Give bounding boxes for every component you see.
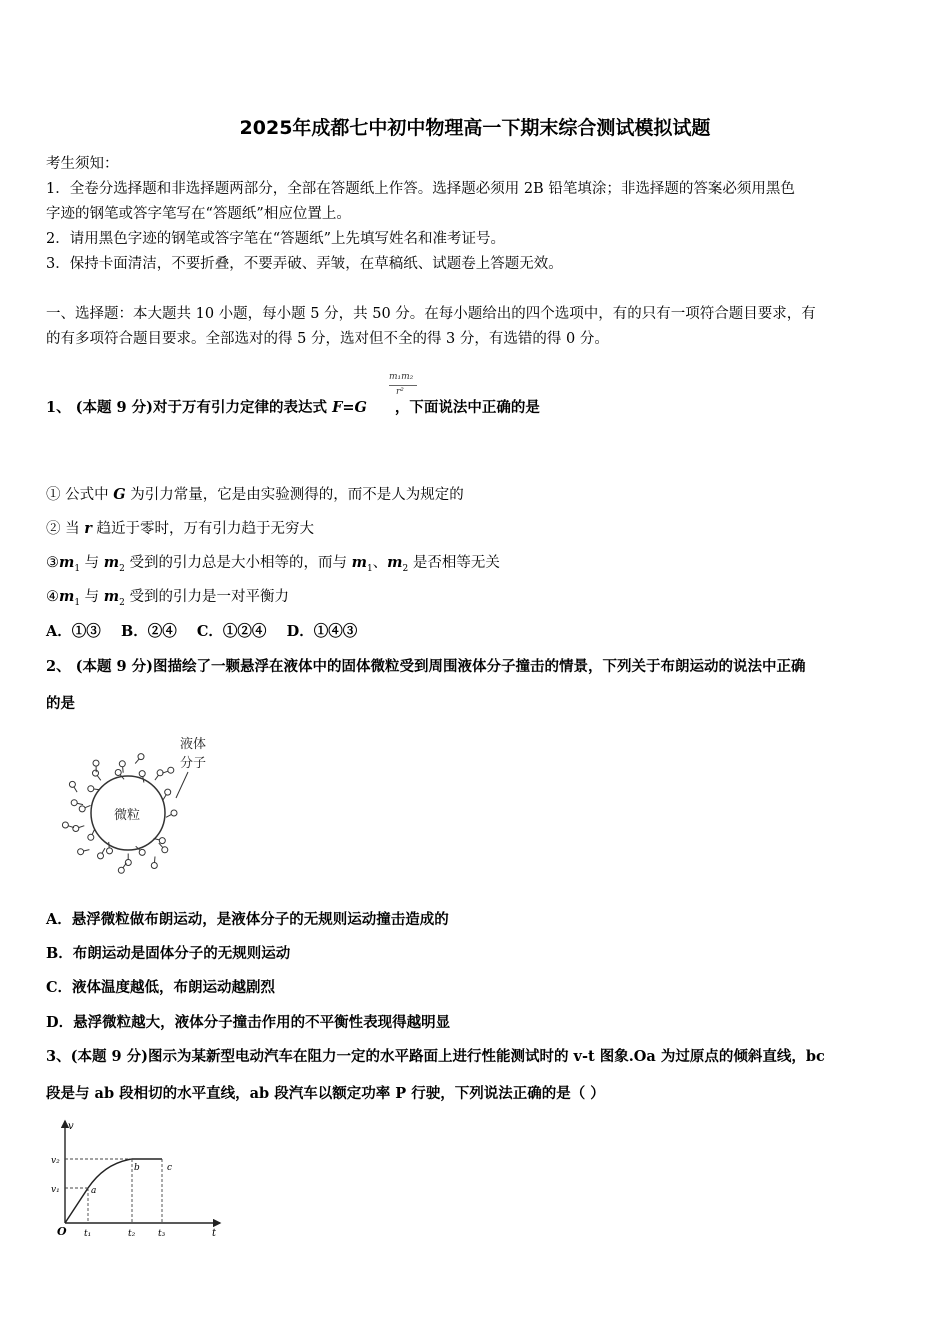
liquid-molecule bbox=[119, 761, 125, 767]
v2-label: v₂ bbox=[51, 1156, 60, 1166]
q1-frac-numerator: m₁m₂ bbox=[389, 372, 414, 382]
particle-label: 微粒 bbox=[114, 808, 141, 823]
liquid-molecule bbox=[93, 760, 99, 766]
molecule-velocity-arrow bbox=[135, 759, 139, 764]
molecule-velocity-arrow bbox=[77, 803, 83, 804]
notice-item-1a: 1．全卷分选择题和非选择题两部分，全部在答题纸上作答。选择题必须用 2B 铅笔填涂；非选择题的答案必须用黑色 bbox=[46, 181, 795, 197]
liquid-molecule bbox=[71, 800, 77, 806]
page-title: 2025年成都七中初中物理高一下期末综合测试模拟试题 bbox=[239, 117, 711, 139]
q3-stem-1: 3、(本题 9 分)图示为某新型电动汽车在阻力一定的水平路面上进行性能测试时的 v-t 图象.Oa 为过原点的倾斜直线，bc bbox=[46, 1048, 825, 1065]
molecule-velocity-arrow bbox=[123, 863, 126, 868]
molecule-velocity-arrow bbox=[74, 787, 77, 792]
molecule-velocity-arrow bbox=[109, 842, 110, 848]
q2-option-b: B．布朗运动是固体分子的无规则运动 bbox=[46, 945, 291, 962]
vt-curve bbox=[65, 1159, 162, 1223]
brownian-motion-figure bbox=[48, 730, 218, 880]
q2-option-a: A．悬浮微粒做布朗运动，是液体分子的无规则运动撞击造成的 bbox=[46, 911, 449, 928]
liquid-molecule bbox=[62, 822, 68, 828]
molecule-velocity-arrow bbox=[163, 795, 166, 800]
q2-option-c: C．液体温度越低，布朗运动越剧烈 bbox=[46, 979, 276, 996]
notice-item-2: 2．请用黑色字迹的钢笔或答字笔在“答题纸”上先填写姓名和准考证号。 bbox=[46, 231, 506, 247]
liquid-molecule bbox=[165, 789, 171, 795]
point-c-label: c bbox=[167, 1163, 173, 1173]
molecule-velocity-arrow bbox=[102, 848, 105, 853]
molecule-velocity-arrow bbox=[166, 814, 171, 817]
molecule-velocity-arrow bbox=[92, 829, 95, 834]
notice-heading: 考生须知： bbox=[46, 156, 119, 172]
molecule-velocity-arrow bbox=[79, 826, 85, 828]
liquid-molecule bbox=[88, 786, 94, 792]
liquid-molecule bbox=[159, 838, 165, 844]
q1-options: A．①③ B．②④ C．①②④ D．①④③ bbox=[46, 623, 358, 640]
liquid-molecule bbox=[79, 806, 85, 812]
t1-label: t₁ bbox=[84, 1229, 92, 1239]
t3-label: t₃ bbox=[158, 1229, 166, 1239]
q1-suffix: ，下面说法中正确的是 bbox=[394, 399, 540, 416]
q2-stem-1: 2、 (本题 9 分)图描绘了一颗悬浮在液体中的固体微粒受到周围液体分子撞击的情景，下列关于布朗运动的说法中正确 bbox=[46, 658, 806, 675]
origin-label: O bbox=[57, 1225, 67, 1238]
liquid-molecule bbox=[107, 848, 113, 854]
molecule-velocity-arrow bbox=[84, 850, 90, 851]
molecule-velocity-arrow bbox=[155, 857, 156, 863]
point-a-label: a bbox=[91, 1186, 97, 1196]
liquid-molecule bbox=[69, 781, 75, 787]
t2-label: t₂ bbox=[128, 1229, 136, 1239]
q1-statement-3: $③m_1$ 与 $m_2$ 受到的引力总是大小相等的，而与 $m_1$、$m_2$ 是否相等无关 bbox=[46, 554, 500, 574]
point-b-label: b bbox=[134, 1163, 140, 1173]
q1-frac-denominator: r² bbox=[396, 387, 404, 397]
q1-frac-bar bbox=[389, 385, 417, 386]
liquid-molecule bbox=[118, 867, 124, 873]
q1-prefix: 1、 (本题 9 分)对于万有引力定律的表达式 bbox=[46, 399, 333, 416]
liquid-molecule bbox=[88, 834, 94, 840]
q1-formula: F=G bbox=[332, 399, 367, 416]
v-axis-label: v bbox=[68, 1121, 74, 1132]
molecule-velocity-arrow bbox=[97, 776, 101, 781]
section-intro-2: 的有多项符合题目要求。全部选对的得 5 分，选对但不全的得 3 分，有选错的得 0 分。 bbox=[46, 331, 609, 347]
q1-stem bbox=[46, 396, 540, 417]
section-intro-1: 一、选择题：本大题共 10 小题，每小题 5 分，共 50 分。在每小题给出的四个选项中，有的只有一项符合题目要求，有 bbox=[46, 306, 816, 322]
molecule-velocity-arrow bbox=[123, 767, 124, 773]
liquid-molecule bbox=[139, 849, 145, 855]
liquid-label-2: 分子 bbox=[180, 756, 207, 771]
liquid-molecule bbox=[171, 810, 177, 816]
q2-stem-2: 的是 bbox=[46, 695, 75, 712]
vt-graph bbox=[50, 1115, 230, 1240]
q1-statement-1: ① 公式中 G 为引力常量，它是由实验测得的，而不是人为规定的 bbox=[46, 486, 464, 503]
q2-option-d: D．悬浮微粒越大，液体分子撞击作用的不平衡性表现得越明显 bbox=[46, 1014, 451, 1031]
q3-stem-2: 段是与 ab 段相切的水平直线，ab 段汽车以额定功率 P 行驶，下列说法正确的是（ ） bbox=[46, 1085, 605, 1102]
molecule-velocity-arrow bbox=[155, 775, 159, 780]
t-axis-label: t bbox=[212, 1228, 217, 1239]
notice-item-1b: 字迹的钢笔或答字笔写在“答题纸”相应位置上。 bbox=[46, 206, 351, 222]
liquid-molecule bbox=[139, 771, 145, 777]
liquid-molecule bbox=[162, 847, 168, 853]
liquid-molecule bbox=[168, 767, 174, 773]
liquid-molecule bbox=[78, 849, 84, 855]
q1-statement-2: ② 当 r 趋近于零时，万有引力趋于无穷大 bbox=[46, 520, 314, 537]
liquid-molecule bbox=[93, 770, 99, 776]
label-pointer bbox=[176, 772, 188, 798]
liquid-label-1: 液体 bbox=[180, 737, 207, 752]
q1-statement-4: $④m_1$ 与 $m_2$ 受到的引力是一对平衡力 bbox=[46, 588, 289, 608]
liquid-molecule bbox=[98, 853, 104, 859]
v1-label: v₁ bbox=[51, 1185, 60, 1195]
molecule-velocity-arrow bbox=[143, 777, 144, 783]
molecule-velocity-arrow bbox=[85, 805, 91, 807]
liquid-molecule bbox=[151, 863, 157, 869]
liquid-molecule bbox=[138, 754, 144, 760]
liquid-molecule bbox=[73, 826, 79, 832]
notice-item-3: 3．保持卡面清洁，不要折叠，不要弄破、弄皱，在草稿纸、试题卷上答题无效。 bbox=[46, 256, 563, 272]
liquid-molecule bbox=[125, 860, 131, 866]
liquid-molecule bbox=[115, 770, 121, 776]
